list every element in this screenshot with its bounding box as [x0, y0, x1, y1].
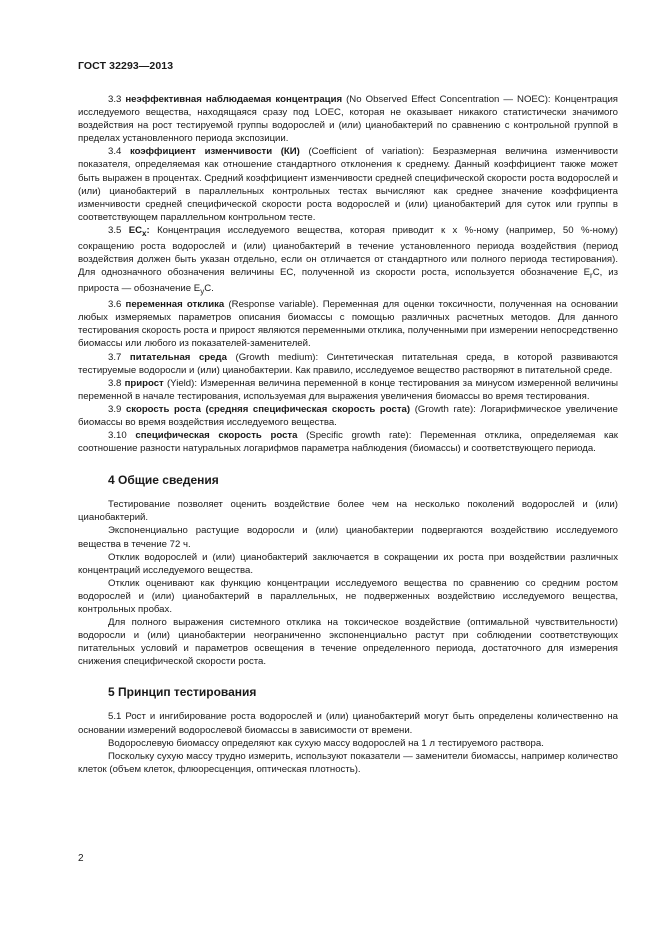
- section-5-paragraph: Поскольку сухую массу трудно измерить, используют показатели — заменители биомассы, например количество клеток (объем клеток, флюоресценция, оптическая плотность).: [78, 750, 618, 775]
- term-yield: прирост: [124, 377, 164, 389]
- definition-3-9: [78, 403, 618, 429]
- page-number: 2: [78, 853, 84, 864]
- section-4-paragraph: Для полного выражения системного отклика на токсическое воздействие (оптимальной чувствительности) водоросли и (или) цианобактерии неограниченно экспоненциально растут при соблюдении соответствующих питательных условий и параметров освещения в течение определенного периода, достаточного для измерения снижения специфической скорости роста.: [78, 617, 618, 668]
- definition-3-4: [78, 145, 618, 224]
- definition-text: (Response variable). Переменная для оценки токсичности, полученная на основании любых измеряемых параметров описания биомассы с помощью различных расчетных методов. Для данного тестирования скорость роста и прирост являются переменными отклика, полученными при измерении непосредственно биомассы или любого из показателей-заменителей.: [78, 299, 618, 350]
- term-specific-growth-rate: специфическая скорость роста: [135, 430, 298, 442]
- page-body: [78, 93, 618, 776]
- section-5-heading: 5 Принцип тестирования: [108, 685, 257, 700]
- definition-3-6: [78, 298, 618, 350]
- section-5-paragraph: Водорослевую биомассу определяют как сухую массу водорослей на 1 л тестируемого раствора.: [108, 737, 544, 749]
- section-4-paragraph: Экспоненциально растущие водоросли и (или) цианобактерии подвергаются воздействию исследуемого вещества в течение 72 ч.: [78, 525, 618, 550]
- clause-number: 3.5: [108, 224, 122, 236]
- clause-number: 3.9: [108, 403, 122, 415]
- definition-3-8: [78, 377, 618, 403]
- section-4-paragraph: Тестирование позволяет оценить воздействие более чем на несколько поколений водорослей и (или) цианобактерий.: [78, 499, 618, 524]
- clause-number: 3.8: [108, 377, 122, 389]
- term-noec: неэффективная наблюдаемая концентрация: [125, 94, 343, 105]
- term-growth-rate: скорость роста (средняя специфическая скорость роста): [125, 403, 411, 415]
- definition-text: (Specific growth rate): Переменная отклика, определяемая как соотношение разности натуральных логарифмов параметра наблюдения (биомассы) и соответствующего периода.: [78, 430, 618, 455]
- definition-3-10: [78, 429, 618, 455]
- clause-number: 3.7: [108, 351, 122, 363]
- term-ecx: $EC_x$:: [128, 224, 150, 238]
- definition-3-5: 3.5 $EC_x$: Концентрация исследуемого вещества, которая приводит к x %-ному (например, 50 %-ному) сокращению роста водорослей и (или) цианобактерий в течение установленного периода воздействия (период воздействия должен быть указан отдельно, если он отличается от стандартного или полного периода тестирования). Для однозначного обозначения величины EC, полученной из скорости роста, используется обозначение $E_rC$, из прироста — обозначение $E_yC$.: [78, 224, 618, 297]
- term-growth-medium: питательная среда: [129, 351, 227, 363]
- clause-number: 3.10: [108, 430, 127, 442]
- definition-text: (Yield): Измеренная величина переменной в конце тестирования за минусом измеренной величины переменной в начале тестирования, используемая для выражения увеличения биомассы во время тестирования.: [78, 377, 618, 402]
- clause-number: 3.4: [108, 146, 122, 158]
- clause-number: 3.3: [108, 94, 122, 105]
- section-4-paragraph: Отклик оценивают как функцию концентрации исследуемого вещества по сравнению со средним ростом водорослей и (или) цианобактерий в параллельных, не подверженных воздействию исследуемого вещества, контрольных пробах.: [78, 577, 618, 615]
- definition-text: (Coefficient of variation): Безразмерная величина изменчивости показателя, определяемая как отношение стандартного отклонения к среднему. Данный коэффициент также может быть выражен в процентах. Средний коэффициент изменчивости средней специфической скорости роста водорослей и (или) цианобактерий в параллельных контрольных тестах вычисляют как среднее значение коэффициента изменчивости средней специфической скорости роста водорослей и (или) цианобактерий для суток или группы в соответствующем параллельном контрольном тесте.: [78, 146, 618, 223]
- section-4-heading: 4 Общие сведения: [108, 473, 219, 488]
- definition-text: (No Observed Effect Concentration — NOEC): Концентрация исследуемого вещества, находящаяся сразу под LOEC, которая не оказывает никакого статистически значимого воздействия на рост тестируемой группы водорослей и (или) цианобактерий по сравнению с контрольной группой в пределах установленного периода экспозиции.: [78, 94, 618, 145]
- definition-3-3: [78, 93, 618, 145]
- definition-text: (Growth rate): Логарифмическое увеличение биомассы во время воздействия исследуемого вещества.: [78, 403, 618, 428]
- term-coefficient-of-variation: коэффициент изменчивости (КИ): [129, 146, 300, 158]
- definition-text: (Growth medium): Синтетическая питательная среда, в которой развиваются тестируемые водоросли и (или) цианобактерии. Как правило, исследуемое вещество растворяют в питательной среде.: [78, 351, 619, 376]
- running-header: ГОСТ 32293—2013: [78, 60, 174, 72]
- definition-text: Концентрация исследуемого вещества, которая приводит к x %-ному (например, 50 %-ному) сокращению роста водорослей и (или) цианобактерий в течение установленного периода воздействия (период воздействия должен быть указан отдельно, если он отличается от стандартного или полного периода тестирования). Для однозначного обозначения величины EC, полученной из скорости роста, используется обозначение E: [78, 224, 618, 279]
- section-5-paragraph: 5.1 Рост и ингибирование роста водорослей и (или) цианобактерий могут быть определены количественно на основании измерений водорослевой биомассы в зависимости от времени.: [78, 711, 618, 736]
- definition-3-7: [78, 351, 618, 377]
- section-4-paragraph: Отклик водорослей и (или) цианобактерий заключается в сокращении их роста при воздействии различных концентраций исследуемого вещества.: [78, 551, 618, 576]
- clause-number: 3.6: [108, 299, 122, 311]
- term-response-variable: переменная отклика: [125, 299, 225, 311]
